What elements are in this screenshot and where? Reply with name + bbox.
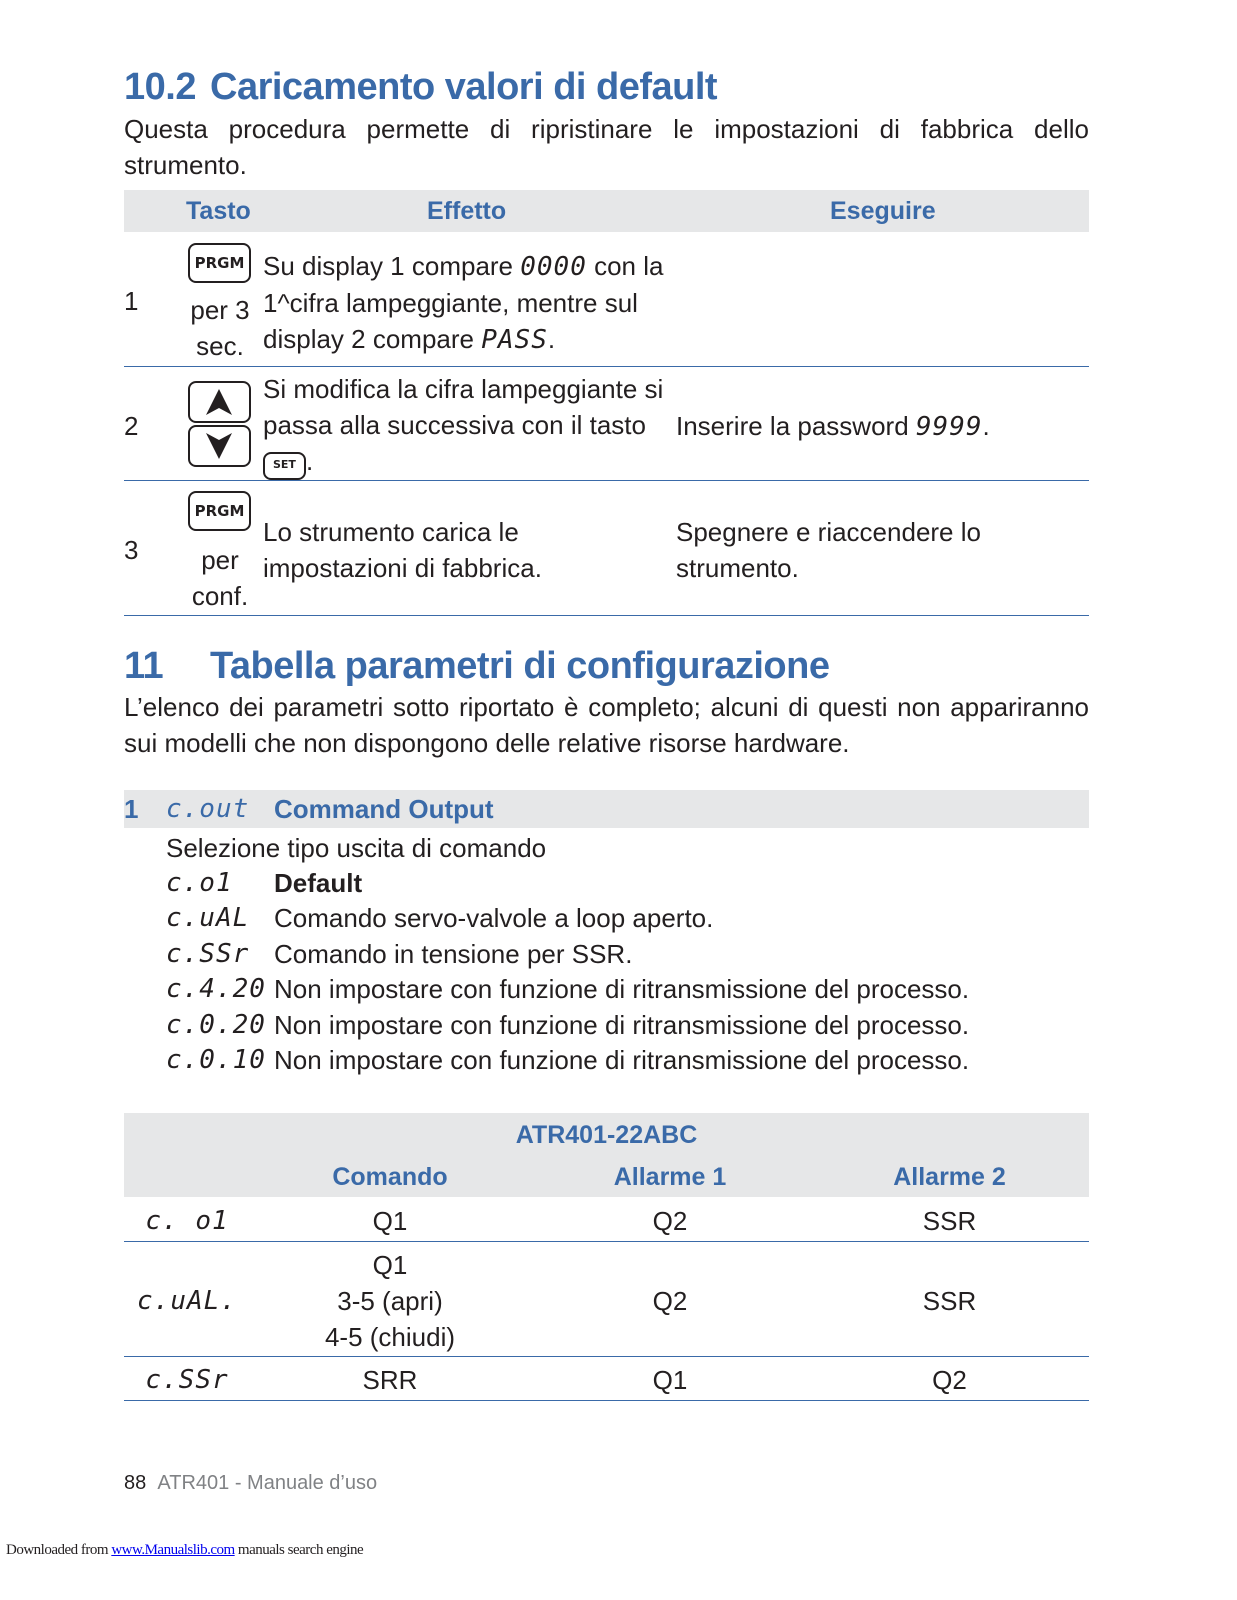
option-code: c.0.20 [166, 1010, 266, 1040]
option-text: Non impostare con funzione di ritransmissione del processo. [274, 1045, 970, 1075]
procedure-table-header [124, 190, 1089, 232]
cell-command: SRR [362, 1365, 418, 1395]
display-value: 0000 [520, 252, 587, 282]
parameter-description: Selezione tipo uscita di comando [166, 833, 547, 863]
effect-part: Su display 1 compare [263, 251, 521, 281]
download-banner [6, 1542, 363, 1559]
prgm-key-icon: PRGM [188, 491, 251, 531]
option-code: c.SSr [166, 939, 250, 969]
page-footer [124, 1472, 377, 1495]
command-line: 4-5 (chiudi) [324, 1322, 456, 1352]
section-number: 10.2 [124, 66, 196, 108]
option-text: Comando in tensione per SSR. [274, 939, 633, 969]
effect-part: Si modifica la cifra lampeggiante si passa alla successiva con il tasto [263, 374, 664, 440]
effect-text [263, 371, 683, 480]
key-note: per 3 sec. [190, 295, 250, 361]
header-effect: Effetto [427, 197, 507, 225]
row-divider [124, 366, 1089, 367]
key-note: per conf. [191, 545, 249, 611]
option-code: c.0.10 [166, 1045, 266, 1075]
row-code: c.SSr [145, 1365, 229, 1395]
parameter-number: 1 [124, 794, 139, 824]
cell-alarm-1: Q2 [652, 1206, 688, 1236]
section-heading-11 [124, 645, 829, 688]
row-divider [124, 480, 1089, 481]
parameter-header-band [124, 790, 1089, 828]
option-code: c.4.20 [166, 974, 266, 1004]
row-code: c.uAL. [137, 1286, 237, 1316]
set-key-icon: SET [263, 452, 306, 480]
section-heading-10-2 [124, 66, 717, 109]
section-number: 11 [124, 645, 164, 687]
prgm-key-icon: PRGM [188, 243, 251, 283]
column-header: Allarme 2 [893, 1163, 1006, 1191]
effect-text [263, 248, 673, 358]
cell-alarm-1: Q1 [652, 1365, 688, 1395]
option-text: Default [274, 868, 363, 898]
cell-alarm-2: SSR [922, 1286, 977, 1316]
effect-part: con la 1^cifra lampeggiante, mentre sul display 2 compare [263, 251, 664, 354]
row-divider [124, 1400, 1089, 1401]
down-arrow-key-icon [188, 425, 251, 467]
row-number: 2 [124, 411, 139, 441]
up-arrow-key-icon [188, 381, 251, 423]
command-line: Q1 [372, 1250, 408, 1280]
section-title: Tabella parametri di configurazione [210, 645, 830, 687]
column-header: Allarme 1 [613, 1163, 727, 1191]
option-text: Non impostare con funzione di ritransmissione del processo. [274, 974, 970, 1004]
page-number: 88 [124, 1472, 147, 1494]
row-number: 1 [124, 286, 139, 316]
option-code: c.o1 [166, 868, 233, 898]
cell-alarm-1: Q2 [652, 1286, 688, 1316]
action-text [676, 408, 1076, 445]
manual-title: ATR401 - Manuale d’uso [157, 1472, 378, 1494]
column-header: Comando [332, 1163, 448, 1191]
section-title: Caricamento valori di default [210, 66, 718, 108]
download-suffix: manuals search engine [234, 1542, 364, 1558]
cell-command [250, 1247, 530, 1355]
option-code: c.uAL [166, 903, 250, 933]
parameter-code: c.out [166, 794, 250, 824]
effect-part: . [547, 324, 556, 354]
cell-alarm-2: SSR [922, 1206, 977, 1236]
row-code: c. o1 [145, 1206, 229, 1236]
row-divider [124, 615, 1089, 616]
model-name: ATR401-22ABC [515, 1121, 698, 1149]
header-do: Eseguire [830, 197, 936, 225]
intro-paragraph: Questa procedura permette di ripristinare le impostazioni di fabbrica dello strumento. [124, 114, 1089, 180]
manualslib-link[interactable]: www.Manualslib.com [111, 1542, 235, 1558]
option-text: Non impostare con funzione di ritransmissione del processo. [274, 1010, 970, 1040]
header-key: Tasto [186, 197, 251, 225]
action-text: Spegnere e riaccendere lo strumento. [676, 517, 981, 583]
download-prefix: Downloaded from [6, 1542, 112, 1558]
effect-text: Lo strumento carica le impostazioni di fabbrica. [263, 517, 542, 583]
option-text: Comando servo-valvole a loop aperto. [274, 903, 714, 933]
action-part: Inserire la password [676, 411, 916, 441]
display-value: PASS [481, 325, 548, 355]
cell-alarm-2: Q2 [932, 1365, 967, 1395]
intro-paragraph: L’elenco dei parametri sotto riportato è completo; alcuni di questi non appariranno sui modelli che non dispongono delle relative risorse hardware. [124, 692, 1089, 758]
display-value: 9999 [915, 412, 983, 442]
cell-command: Q1 [372, 1206, 408, 1236]
row-divider [124, 1356, 1089, 1357]
row-divider [124, 1241, 1089, 1242]
parameter-name: Command Output [274, 794, 494, 824]
action-part: . [982, 411, 990, 441]
row-number: 3 [124, 535, 139, 565]
effect-part: . [305, 446, 314, 476]
command-line: 3-5 (apri) [337, 1286, 443, 1316]
